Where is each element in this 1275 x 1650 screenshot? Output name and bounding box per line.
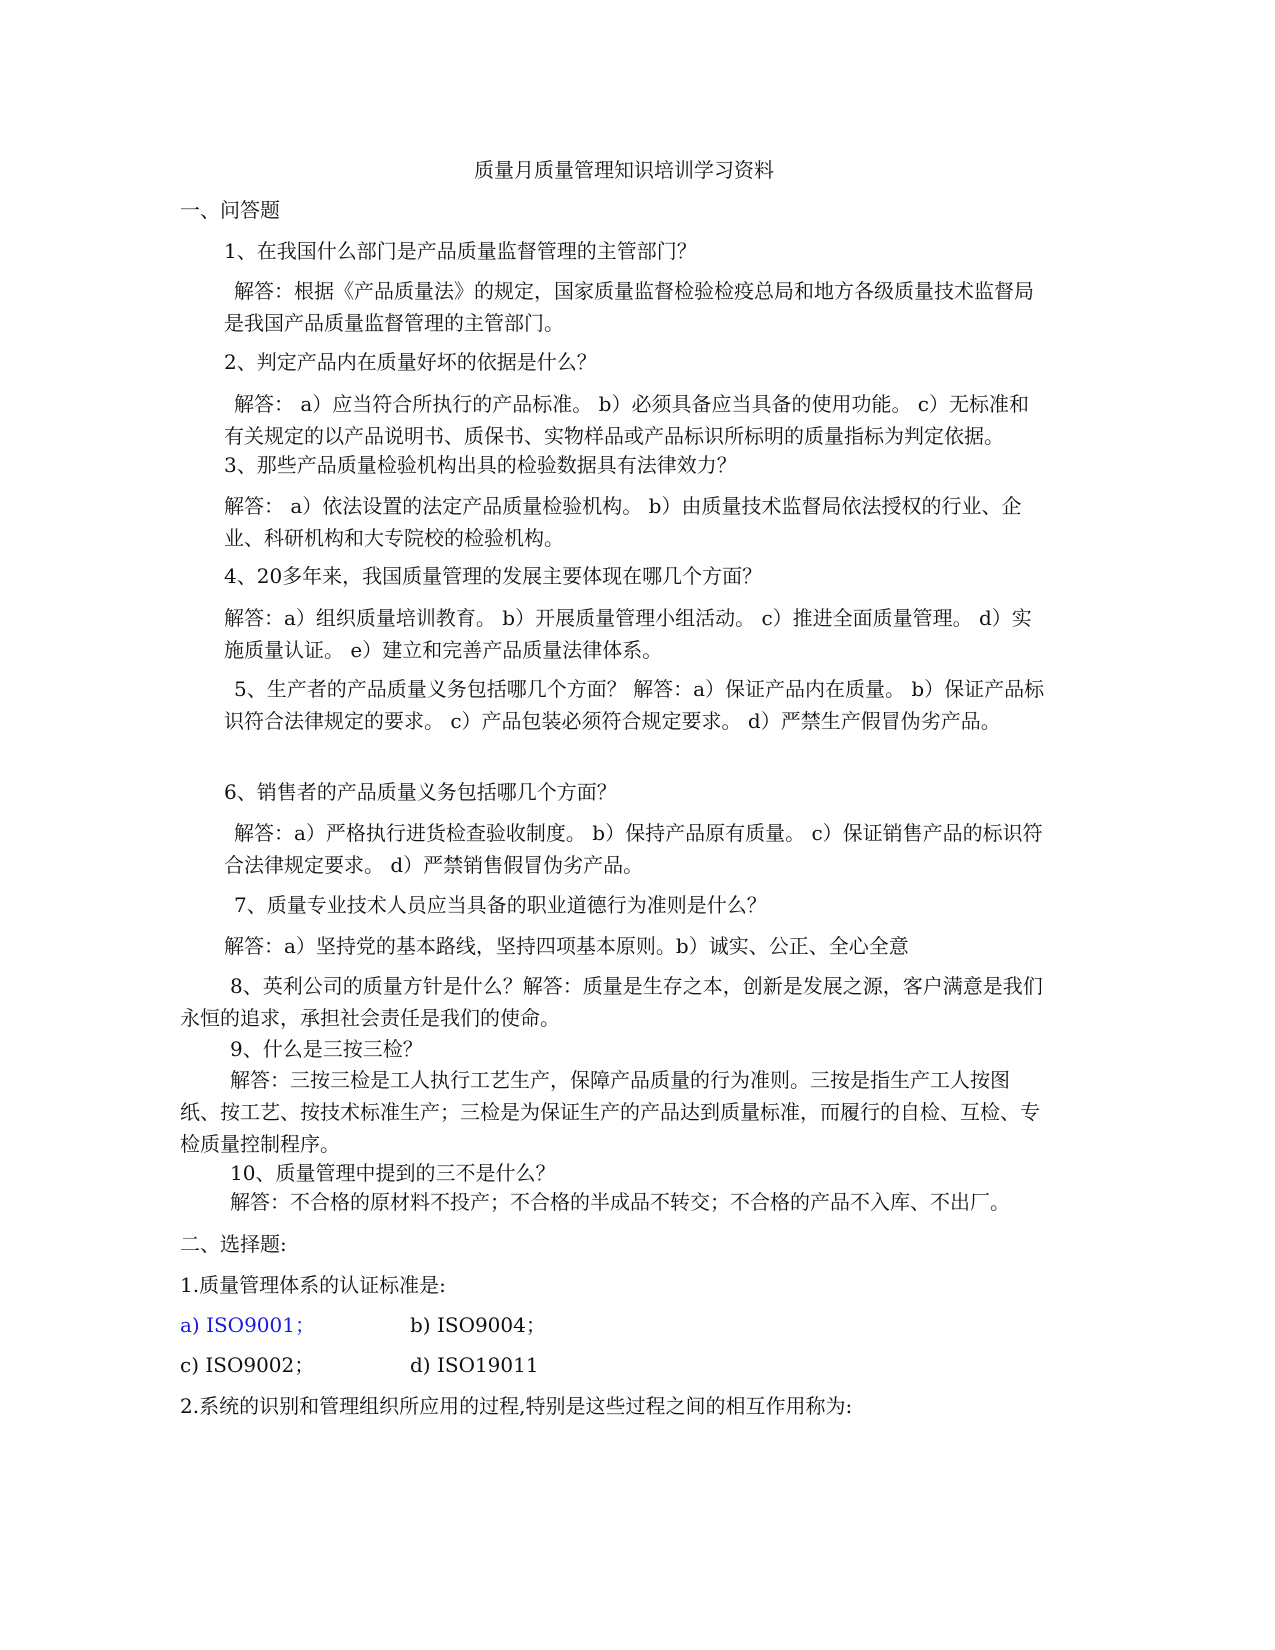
section-heading-qa: 一、问答题 xyxy=(180,198,280,222)
answer-3: 解答： a）依法设置的法定产品质量检验机构。 b）由质量技术监督局依法授权的行业、企业、科研机构和大专院校的检验机构。 xyxy=(224,494,1022,550)
choice-question-1: 1.质量管理体系的认证标准是: xyxy=(180,1273,446,1297)
question-9: 9、什么是三按三检？ xyxy=(230,1037,423,1061)
answer-2: 解答： a）应当符合所执行的产品标准。 b）必须具备应当具备的使用功能。 c）无标准和有关规定的以产品说明书、质保书、实物样品或产品标识所标明的质量指标为判定依据。 xyxy=(224,392,1029,448)
question-answer-5: 5、生产者的产品质量义务包括哪几个方面？ 解答：a）保证产品内在质量。 b）保证产品标识符合法律规定的要求。 c）产品包装必须符合规定要求。 d）严禁生产假冒伪劣产品。 xyxy=(224,677,1045,733)
answer-1: 解答：根据《产品质量法》的规定，国家质量监督检验检疫总局和地方各级质量技术监督局是我国产品质量监督管理的主管部门。 xyxy=(224,279,1034,335)
question-3: 3、那些产品质量检验机构出具的检验数据具有法律效力？ xyxy=(224,453,737,477)
question-2: 2、判定产品内在质量好坏的依据是什么？ xyxy=(224,350,597,374)
document-title: 质量月质量管理知识培训学习资料 xyxy=(474,158,774,182)
choice-1-option-d: d) ISO19011 xyxy=(410,1353,539,1377)
answer-7: 解答：a）坚持党的基本路线，坚持四项基本原则。b）诚实、公正、全心全意 xyxy=(224,934,909,958)
question-answer-8: 8、英利公司的质量方针是什么？解答：质量是生存之本，创新是发展之源，客户满意是我们永恒的追求，承担社会责任是我们的使命。 xyxy=(180,974,1043,1030)
answer-9: 解答：三按三检是工人执行工艺生产，保障产品质量的行为准则。三按是指生产工人按图纸、按工艺、按技术标准生产；三检是为保证生产的产品达到质量标准，而履行的自检、互检、专检质量控制程序。 xyxy=(180,1068,1040,1156)
question-7: 7、质量专业技术人员应当具备的职业道德行为准则是什么？ xyxy=(234,893,767,917)
question-6: 6、销售者的产品质量义务包括哪几个方面？ xyxy=(224,780,617,804)
section-heading-choice: 二、选择题: xyxy=(180,1232,287,1256)
choice-1-option-b: b) ISO9004； xyxy=(410,1313,546,1337)
choice-1-option-c: c) ISO9002； xyxy=(180,1353,315,1377)
answer-4: 解答：a）组织质量培训教育。 b）开展质量管理小组活动。 c）推进全面质量管理。 d）实施质量认证。 e）建立和完善产品质量法律体系。 xyxy=(224,606,1032,662)
question-1: 1、在我国什么部门是产品质量监督管理的主管部门？ xyxy=(224,239,697,263)
choice-1-option-a: a) ISO9001； xyxy=(180,1313,315,1337)
choice-question-2: 2.系统的识别和管理组织所应用的过程,特别是这些过程之间的相互作用称为: xyxy=(180,1394,853,1418)
question-4: 4、20多年来，我国质量管理的发展主要体现在哪几个方面？ xyxy=(224,564,763,588)
answer-6: 解答：a）严格执行进货检查验收制度。 b）保持产品原有质量。 c）保证销售产品的标识符合法律规定要求。 d）严禁销售假冒伪劣产品。 xyxy=(224,821,1043,877)
answer-10: 解答：不合格的原材料不投产；不合格的半成品不转交；不合格的产品不入库、不出厂。 xyxy=(230,1190,1010,1214)
question-10: 10、质量管理中提到的三不是什么？ xyxy=(230,1161,556,1185)
